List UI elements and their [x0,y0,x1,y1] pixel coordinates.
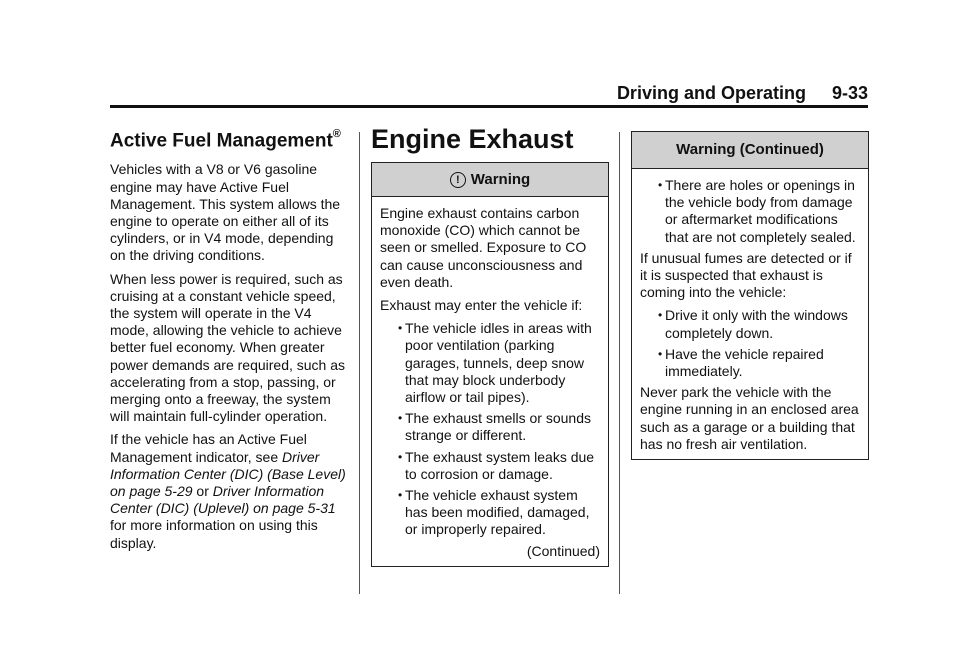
column-divider-left [359,132,360,594]
warning-continued-paragraph-1: If unusual fumes are detected or if it is suspected that exhaust is coming into the vehicle: [640,249,852,301]
warning-paragraph-2: Exhaust may enter the vehicle if: [380,297,583,314]
warning-continued-box [631,131,869,460]
bullet-icon: • [658,346,663,361]
list-item: • The exhaust system leaks due to corrosion or damage. [398,448,595,482]
section-heading-engine-exhaust: Engine Exhaust [371,124,574,154]
warning-continued-body [632,169,868,459]
warning-header: ! Warning [372,163,608,197]
bullet-icon: • [658,178,663,192]
list-item: • The vehicle exhaust system has been modified, damaged, or improperly repaired. [398,487,590,538]
list-item: • The exhaust smells or sounds strange or different. [398,410,591,444]
afm-paragraph-3: If the vehicle has an Active Fuel Management indicator, see Driver Information Center (DIC) (Base Level) on page 5-29 or Driver Information Center (DIC) (Uplevel) on page 5-31 for more information on using this display. [110,431,346,551]
continued-label: (Continued) [526,542,600,559]
bullet-icon: • [398,449,403,464]
registered-mark: ® [332,128,341,140]
list-item: • There are holes or openings in the vehicle body from damage or aftermarket modifications that are not completely sealed. [658,177,856,245]
column-divider-right [619,132,620,594]
page-number: 9-33 [831,83,868,103]
cross-reference-link[interactable]: Driver Information Center (DIC) (Base Level) on page 5-29 [110,448,346,499]
list-item: • Drive it only with the windows completely down. [658,307,848,341]
afm-paragraph-2: When less power is required, such as cruising at a constant vehicle speed, the system will operate in the V4 mode, allowing the vehicle to achieve better fuel economy. When greater power demands are required, such as accelerating from a stop, passing, or merging onto a freeway, the system will maintain full-cylinder operation. [110,270,346,425]
warning-paragraph-1: Engine exhaust contains carbon monoxide (CO) which cannot be seen or smelled. Exposure to CO can cause unconsciousness and even death. [380,205,587,290]
bullet-icon: • [658,308,663,323]
left-column [110,124,348,558]
bullet-icon: • [398,321,403,336]
bullet-icon: • [398,411,403,426]
warning-box [371,162,609,567]
list-item: • The vehicle idles in areas with poor ventilation (parking garages, tunnels, deep snow that may block underbody airflow or tail pipes). [398,320,592,406]
afm-paragraph-1: Vehicles with a V8 or V6 gasoline engine may have Active Fuel Management. This system allows the engine to operate on either all of its cylinders, or in V4 mode, depending on the driving conditions. [110,161,341,264]
header-rule [110,105,868,108]
warning-body [372,197,608,566]
warning-continued-paragraph-2: Never park the vehicle with the engine running in an enclosed area such as a garage or a building that has no fresh air ventilation. [640,384,859,452]
warning-continued-header: Warning (Continued) [632,132,868,169]
page-header [110,82,868,104]
warning-icon: ! [450,172,466,188]
cross-reference-link[interactable]: Driver Information Center (DIC) (Uplevel) on page 5-31 [110,482,336,517]
list-item: • Have the vehicle repaired immediately. [658,345,824,380]
section-heading-afm: Active Fuel Management® [110,128,341,152]
section-title: Driving and Operating [616,83,806,103]
bullet-icon: • [398,488,403,503]
